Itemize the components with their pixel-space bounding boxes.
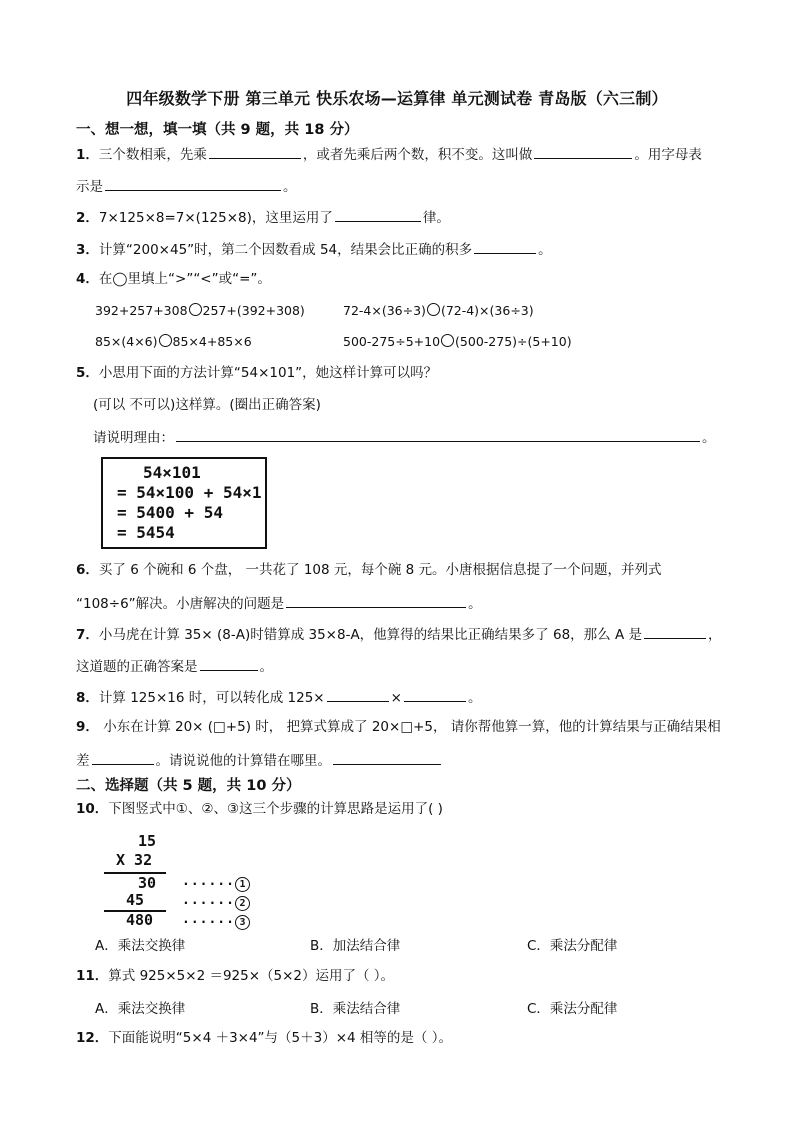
hand-line-4: = 5454 (117, 523, 175, 542)
question-8: 8．计算 125×16 时，可以转化成 125× × 。 (76, 686, 481, 708)
reason-blank[interactable] (176, 426, 700, 442)
q11-option-b[interactable]: B．乘法结合律 (310, 1001, 401, 1017)
hand-line-2: = 54×100 + 54×1 (117, 483, 262, 502)
question-9-cont: 差 。请说说他的计算错在哪里。 (76, 749, 443, 771)
question-3: 3．计算“200×45”时，第二个因数看成 54，结果会比正确的积多 。 (76, 238, 552, 260)
answer-blank[interactable] (474, 238, 536, 254)
question-4: 4．在◯里填上“>”“<”或“=”。 (76, 271, 271, 287)
q10-option-c[interactable]: C．乘法分配律 (527, 938, 618, 954)
step-marker-1: ...... 1 (182, 874, 250, 892)
page-title: 四年级数学下册 第三单元 快乐农场—运算律 单元测试卷 青岛版（六三制） (126, 89, 668, 108)
question-1-cont: 示是 。 (76, 175, 297, 197)
answer-blank[interactable] (200, 655, 258, 671)
hand-line-1: 54×101 (143, 463, 201, 482)
answer-blank[interactable] (327, 686, 389, 702)
q11-option-a[interactable]: A．乘法交换律 (95, 1001, 186, 1017)
compare-circle[interactable] (189, 303, 202, 316)
question-1: 1．三个数相乘，先乘 ，或者先乘后两个数，积不变。这叫做 。用字母表 (76, 143, 702, 165)
compare-circle[interactable] (427, 303, 440, 316)
question-5-choice: (可以 不可以)这样算。(圈出正确答案) (93, 397, 321, 413)
question-6: 6．买了 6 个碗和 6 个盘， 一共花了 108 元，每个碗 8 元。小唐根据信息提了一个问题，并列式 (76, 562, 662, 578)
answer-blank[interactable] (534, 143, 632, 159)
answer-blank[interactable] (92, 749, 154, 765)
compare-row-1b: 72-4×(36÷3) (72-4)×(36÷3) (343, 303, 534, 318)
section-heading-fill-in: 一、想一想，填一填（共 9 题，共 18 分） (76, 122, 359, 138)
compare-circle[interactable] (441, 334, 454, 347)
partial-product-2: 45 (126, 891, 145, 909)
question-12: 12．下面能说明“5×4 ＋3×4”与（5＋3）×4 相等的是（ ）。 (76, 1030, 452, 1046)
question-5: 5．小思用下面的方法计算“54×101”，她这样计算可以吗？ (76, 365, 438, 381)
partial-product-1: 30 (138, 874, 157, 892)
compare-row-2b: 500-275÷5+10 (500-275)÷(5+10) (343, 334, 572, 349)
final-product: 480 (126, 911, 154, 929)
question-7-cont: 这道题的正确答案是 。 (76, 655, 273, 677)
q10-option-a[interactable]: A．乘法交换律 (95, 938, 186, 954)
step-marker-3: ...... 3 (182, 912, 250, 930)
question-10: 10．下图竖式中①、②、③这三个步骤的计算思路是运用了( ) (76, 801, 443, 817)
sum-line (104, 872, 166, 874)
question-6-cont: “108÷6”解决。小唐解决的问题是 。 (76, 592, 482, 614)
question-11: 11．算式 925×5×2 ＝925×（5×2）运用了（ ）。 (76, 968, 395, 984)
question-9: 9． 小东在计算 20× (□+5) 时， 把算式算成了 20×□+5， 请你帮他算一算，他的计算结果与正确结果相 (76, 719, 721, 735)
section-heading-multiple-choice: 二、选择题（共 5 题，共 10 分） (76, 778, 301, 794)
question-5-reason: 请说明理由： 。 (93, 426, 716, 448)
q10-option-b[interactable]: B．加法结合律 (310, 938, 401, 954)
compare-row-2a: 85×(4×6) 85×4+85×6 (95, 334, 252, 349)
multiplicand: 15 (138, 832, 157, 850)
question-2: 2．7×125×8=7×(125×8)，这里运用了 律。 (76, 206, 450, 228)
compare-row-1a: 392+257+308 257+(392+308) (95, 303, 305, 318)
answer-blank[interactable] (404, 686, 466, 702)
answer-blank[interactable] (105, 175, 281, 191)
compare-circle[interactable] (159, 334, 172, 347)
answer-blank[interactable] (333, 749, 441, 765)
answer-blank[interactable] (286, 592, 466, 608)
question-7: 7．小马虎在计算 35× (8-A)时错算成 35×8-A，他算得的结果比正确结果多了 68，那么 A 是 ， (76, 623, 721, 645)
vertical-multiplication-figure (100, 832, 270, 928)
answer-blank[interactable] (644, 623, 706, 639)
answer-blank[interactable] (335, 206, 421, 222)
multiplier: X 32 (116, 851, 153, 869)
step-marker-2: ...... 2 (182, 893, 250, 911)
hand-line-3: = 5400 + 54 (117, 503, 223, 522)
handwritten-calculation-box (101, 457, 267, 549)
answer-blank[interactable] (209, 143, 301, 159)
q11-option-c[interactable]: C．乘法分配律 (527, 1001, 618, 1017)
